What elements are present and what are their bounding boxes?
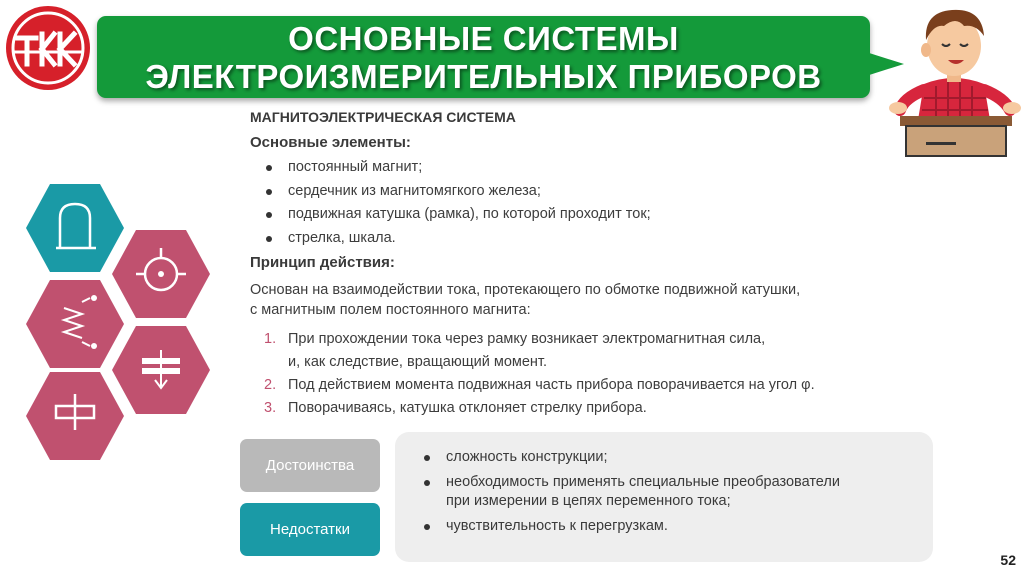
list-item bbox=[250, 206, 651, 230]
list-item bbox=[250, 397, 930, 420]
coil-icon bbox=[26, 280, 124, 368]
magnet-icon bbox=[26, 184, 124, 272]
section-subtitle: МАГНИТОЭЛЕКТРИЧЕСКАЯ СИСТЕМА bbox=[250, 109, 516, 125]
list-item-text: необходимость применять специальные преобразователи bbox=[446, 474, 840, 490]
bullet-icon bbox=[424, 524, 430, 530]
list-item bbox=[420, 473, 920, 511]
bullet-icon bbox=[266, 236, 272, 242]
bullet-icon bbox=[424, 455, 430, 461]
list-item bbox=[250, 159, 651, 183]
list-item-text: сердечник из магнитомягкого железа; bbox=[288, 182, 541, 199]
bullet-icon bbox=[266, 189, 272, 195]
step-text: Под действием момента подвижная часть прибора поворачивается на угол φ. bbox=[288, 377, 815, 393]
logo-icon bbox=[4, 4, 92, 92]
elements-heading: Основные элементы: bbox=[250, 134, 411, 151]
list-item bbox=[420, 517, 920, 536]
principle-line: с магнитным полем постоянного магнита: bbox=[250, 302, 531, 318]
step-number: 3. bbox=[264, 400, 277, 416]
step-text: При прохождении тока через рамку возникает электромагнитная сила, bbox=[288, 331, 766, 347]
title-banner bbox=[97, 16, 870, 98]
list-item bbox=[250, 374, 930, 397]
list-item-text: чувствительность к перегрузкам. bbox=[446, 518, 668, 534]
needle-icon bbox=[112, 326, 210, 414]
list-item-text: сложность конструкции; bbox=[446, 449, 608, 465]
page-number: 52 bbox=[1000, 552, 1016, 568]
steps-list bbox=[250, 328, 930, 420]
pros-button[interactable]: Достоинства bbox=[240, 439, 380, 492]
step-text: и, как следствие, вращающий момент. bbox=[288, 354, 547, 370]
list-item bbox=[250, 230, 651, 254]
step-text: Поворачиваясь, катушка отклоняет стрелку прибора. bbox=[288, 400, 647, 416]
list-item-text: подвижная катушка (рамка), по которой проходит ток; bbox=[288, 206, 651, 222]
step-number: 1. bbox=[264, 331, 277, 347]
elements-list bbox=[250, 159, 651, 253]
principle-heading: Принцип действия: bbox=[250, 254, 395, 271]
principle-description bbox=[250, 280, 900, 320]
list-item bbox=[250, 183, 651, 207]
list-item bbox=[250, 328, 930, 374]
galvanometer-icon bbox=[112, 230, 210, 318]
bullet-icon bbox=[266, 165, 272, 171]
list-item-text: при измерении в цепях переменного тока; bbox=[446, 493, 731, 509]
step-number: 2. bbox=[264, 377, 277, 393]
list-item-text: постоянный магнит; bbox=[288, 159, 423, 175]
scale-icon bbox=[26, 372, 124, 460]
principle-line: Основан на взаимодействии тока, протекающего по обмотке подвижной катушки, bbox=[250, 282, 801, 298]
bullet-icon bbox=[424, 480, 430, 486]
list-item-text: стрелка, шкала. bbox=[288, 229, 396, 246]
list-item bbox=[420, 448, 920, 467]
page-title-line2: ЭЛЕКТРОИЗМЕРИТЕЛЬНЫХ ПРИБОРОВ bbox=[145, 58, 822, 95]
presenter-cartoon-icon bbox=[886, 2, 1024, 162]
bullet-icon bbox=[266, 212, 272, 218]
cons-list bbox=[420, 448, 920, 542]
cons-button[interactable]: Недостатки bbox=[240, 503, 380, 556]
page-title-line1: ОСНОВНЫЕ СИСТЕМЫ bbox=[288, 20, 679, 57]
hexagon-icons bbox=[24, 180, 224, 460]
